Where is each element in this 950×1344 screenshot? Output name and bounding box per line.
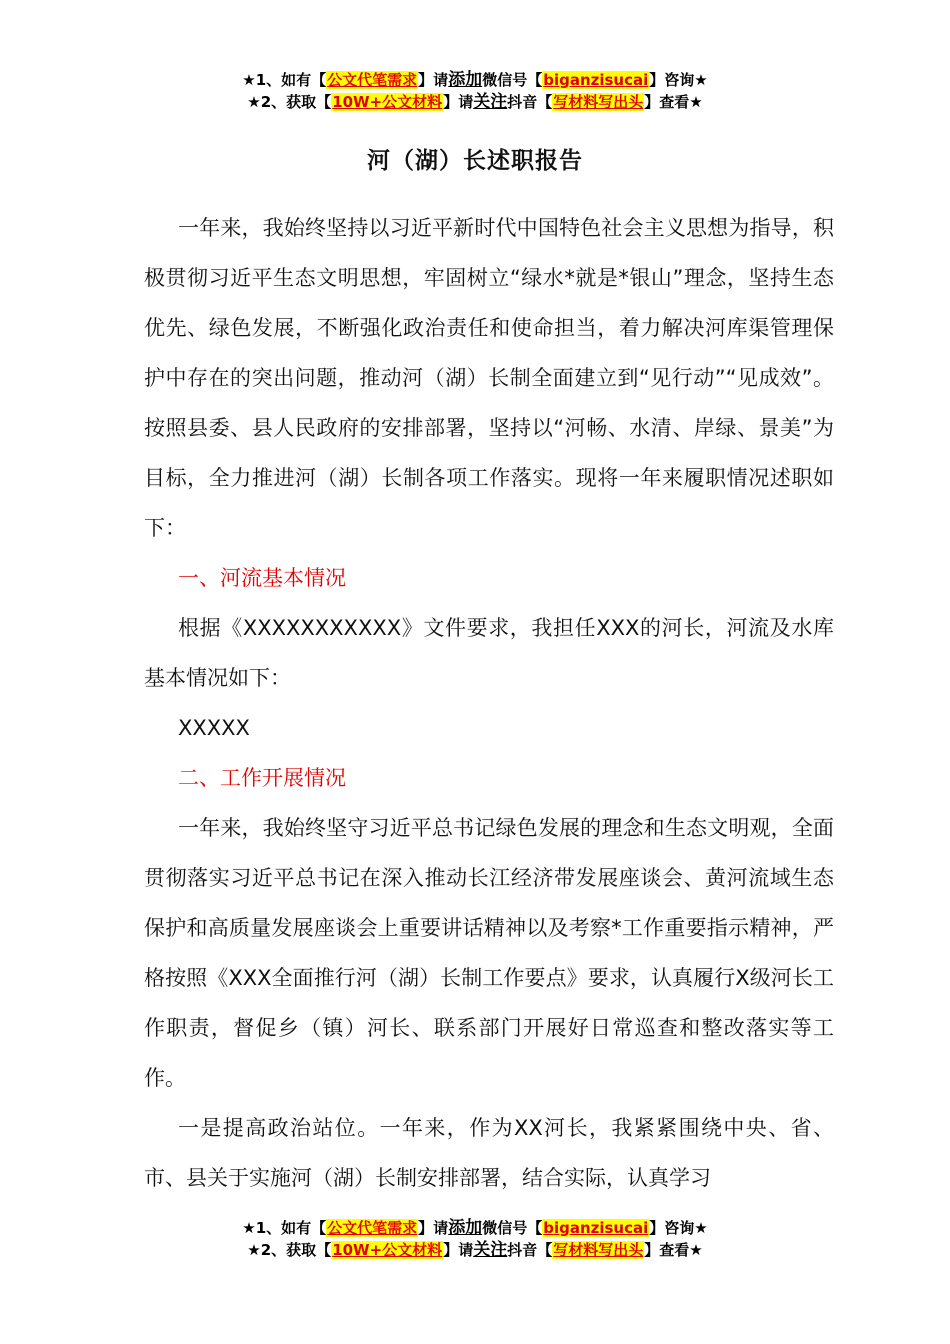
paragraph-4: 一是提高政治站位。一年来，作为XX河长，我紧紧围绕中央、省、市、县关于实施河（湖）长制安排部署，结合实际，认真学习 <box>144 1116 834 1190</box>
banner-highlight: 公文代笔需求 <box>327 71 418 89</box>
header-banner <box>0 69 950 113</box>
banner-emphasis: 关注 <box>473 92 508 112</box>
banner-text: 】请 <box>418 1219 449 1237</box>
banner-text: 微信号【 <box>482 71 543 89</box>
banner-highlight: 10W+公文材料 <box>332 1241 443 1259</box>
banner-text: 】请 <box>443 1241 474 1259</box>
banner-text: 】查看★ <box>644 1241 703 1259</box>
document-body <box>144 203 834 1203</box>
banner-text: 】请 <box>418 71 449 89</box>
page-title: 河（湖）长述职报告 <box>367 148 583 174</box>
banner-emphasis: 添加 <box>448 1218 483 1238</box>
paragraph-intro: 一年来，我始终坚持以习近平新时代中国特色社会主义思想为指导，积极贯彻习近平生态文明思想，牢固树立“绿水*就是*银山”理念，坚持生态优先、绿色发展，不断强化政治责任和使命担当，着力解决河库渠管理保护中存在的突出问题，推动河（湖）长制全面建立到“见行动”“见成效”。按照县委、县人民政府的安排部署，坚持以“河畅、水清、岸绿、景美”为目标，全力推进河（湖）长制各项工作落实。现将一年来履职情况述职如下： <box>144 216 834 540</box>
section-heading-1: 一、河流基本情况 <box>178 566 346 590</box>
banner-text: 抖音【 <box>507 1241 553 1259</box>
banner-text: 微信号【 <box>482 1219 543 1237</box>
paragraph-3: 一年来，我始终坚守习近平总书记绿色发展的理念和生态文明观，全面贯彻落实习近平总书记在深入推动长江经济带发展座谈会、黄河流域生态保护和高质量发展座谈会上重要讲话精神以及考察*工作重要指示精神，严格按照《XXX全面推行河（湖）长制工作要点》要求，认真履行X级河长工作职责，督促乡（镇）河长、联系部门开展好日常巡查和整改落实等工作。 <box>144 816 834 1090</box>
banner-text: 】查看★ <box>644 93 703 111</box>
banner-highlight: 10W+公文材料 <box>332 93 443 111</box>
banner-line-2 <box>0 1239 950 1261</box>
banner-text: ★2、获取【 <box>247 1241 332 1259</box>
banner-highlight: 公文代笔需求 <box>327 1219 418 1237</box>
banner-text: ★1、如有【 <box>242 71 327 89</box>
banner-line-2 <box>0 91 950 113</box>
banner-highlight: 写材料写出头 <box>553 93 644 111</box>
section-heading-2: 二、工作开展情况 <box>178 766 346 790</box>
banner-text: ★2、获取【 <box>247 93 332 111</box>
banner-emphasis: 关注 <box>473 1240 508 1260</box>
paragraph-2: XXXXX <box>178 716 250 740</box>
banner-highlight: biganzisucai <box>543 1219 649 1237</box>
banner-text: ★1、如有【 <box>242 1219 327 1237</box>
banner-emphasis: 添加 <box>448 70 483 90</box>
banner-line-1 <box>0 69 950 91</box>
paragraph-1: 根据《XXXXXXXXXXX》文件要求，我担任XXX的河长，河流及水库基本情况如下： <box>144 616 834 690</box>
banner-text: 抖音【 <box>507 93 553 111</box>
banner-text: 】咨询★ <box>649 71 708 89</box>
banner-text: 】请 <box>443 93 474 111</box>
banner-line-1 <box>0 1217 950 1239</box>
footer-banner <box>0 1217 950 1261</box>
banner-text: 】咨询★ <box>649 1219 708 1237</box>
banner-highlight: 写材料写出头 <box>553 1241 644 1259</box>
banner-highlight: biganzisucai <box>543 71 649 89</box>
